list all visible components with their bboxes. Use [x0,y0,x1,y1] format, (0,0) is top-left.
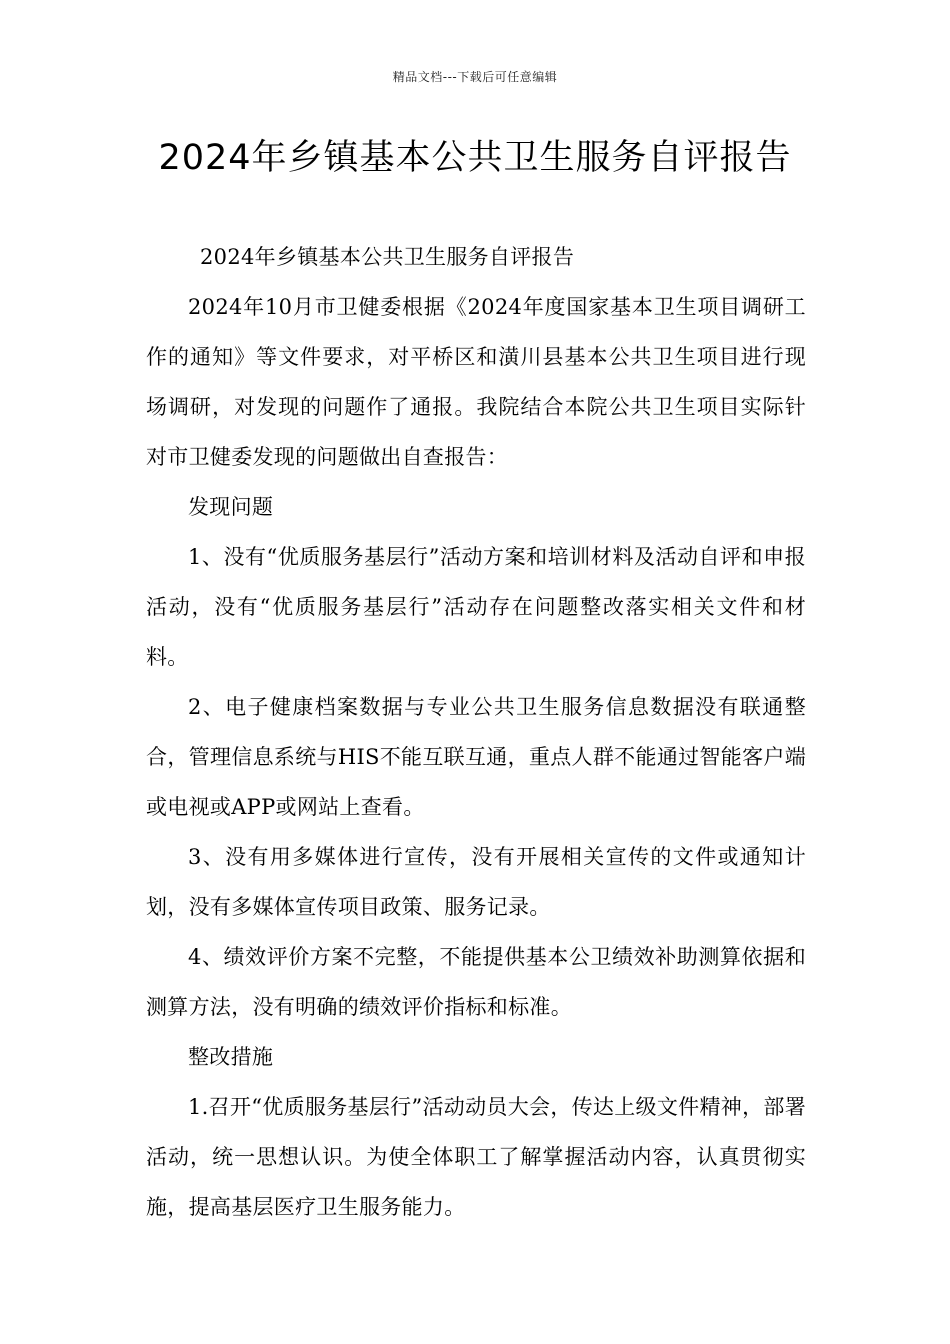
section-heading-measures: 整改措施 [188,1045,274,1069]
paragraph-intro: 2024年10月市卫健委根据《2024年度国家基本卫生项目调研工作的通知》等文件要求，对平桥区和潢川县基本公共卫生项目进行现场调研，对发现的问题作了通报。我院结合本院公共卫生项目实际针对市卫健委发现的问题做出自查报告： [146,295,806,469]
problem-item-3: 3、没有用多媒体进行宣传，没有开展相关宣传的文件或通知计划，没有多媒体宣传项目政策、服务记录。 [146,845,806,919]
measure-item-1: 1.召开“优质服务基层行”活动动员大会，传达上级文件精神，部署活动，统一思想认识。为使全体职工了解掌握活动内容，认真贯彻实施，提高基层医疗卫生服务能力。 [146,1095,806,1219]
problem-item-4: 4、绩效评价方案不完整，不能提供基本公卫绩效补助测算依据和测算方法，没有明确的绩效评价指标和标准。 [146,945,806,1019]
document-body [146,232,806,1232]
problem-item-1: 1、没有“优质服务基层行”活动方案和培训材料及活动自评和申报活动，没有“优质服务基层行”活动存在问题整改落实相关文件和材料。 [146,545,806,669]
document-subtitle: 2024年乡镇基本公共卫生服务自评报告 [200,245,575,269]
section-heading-problems: 发现问题 [188,495,274,519]
header-note: 精品文档---下载后可任意编辑 [392,70,558,84]
problem-item-2: 2、电子健康档案数据与专业公共卫生服务信息数据没有联通整合，管理信息系统与HIS不能互联互通，重点人群不能通过智能客户端或电视或APP或网站上查看。 [146,695,806,819]
document-title: 2024年乡镇基本公共卫生服务自评报告 [158,138,792,178]
